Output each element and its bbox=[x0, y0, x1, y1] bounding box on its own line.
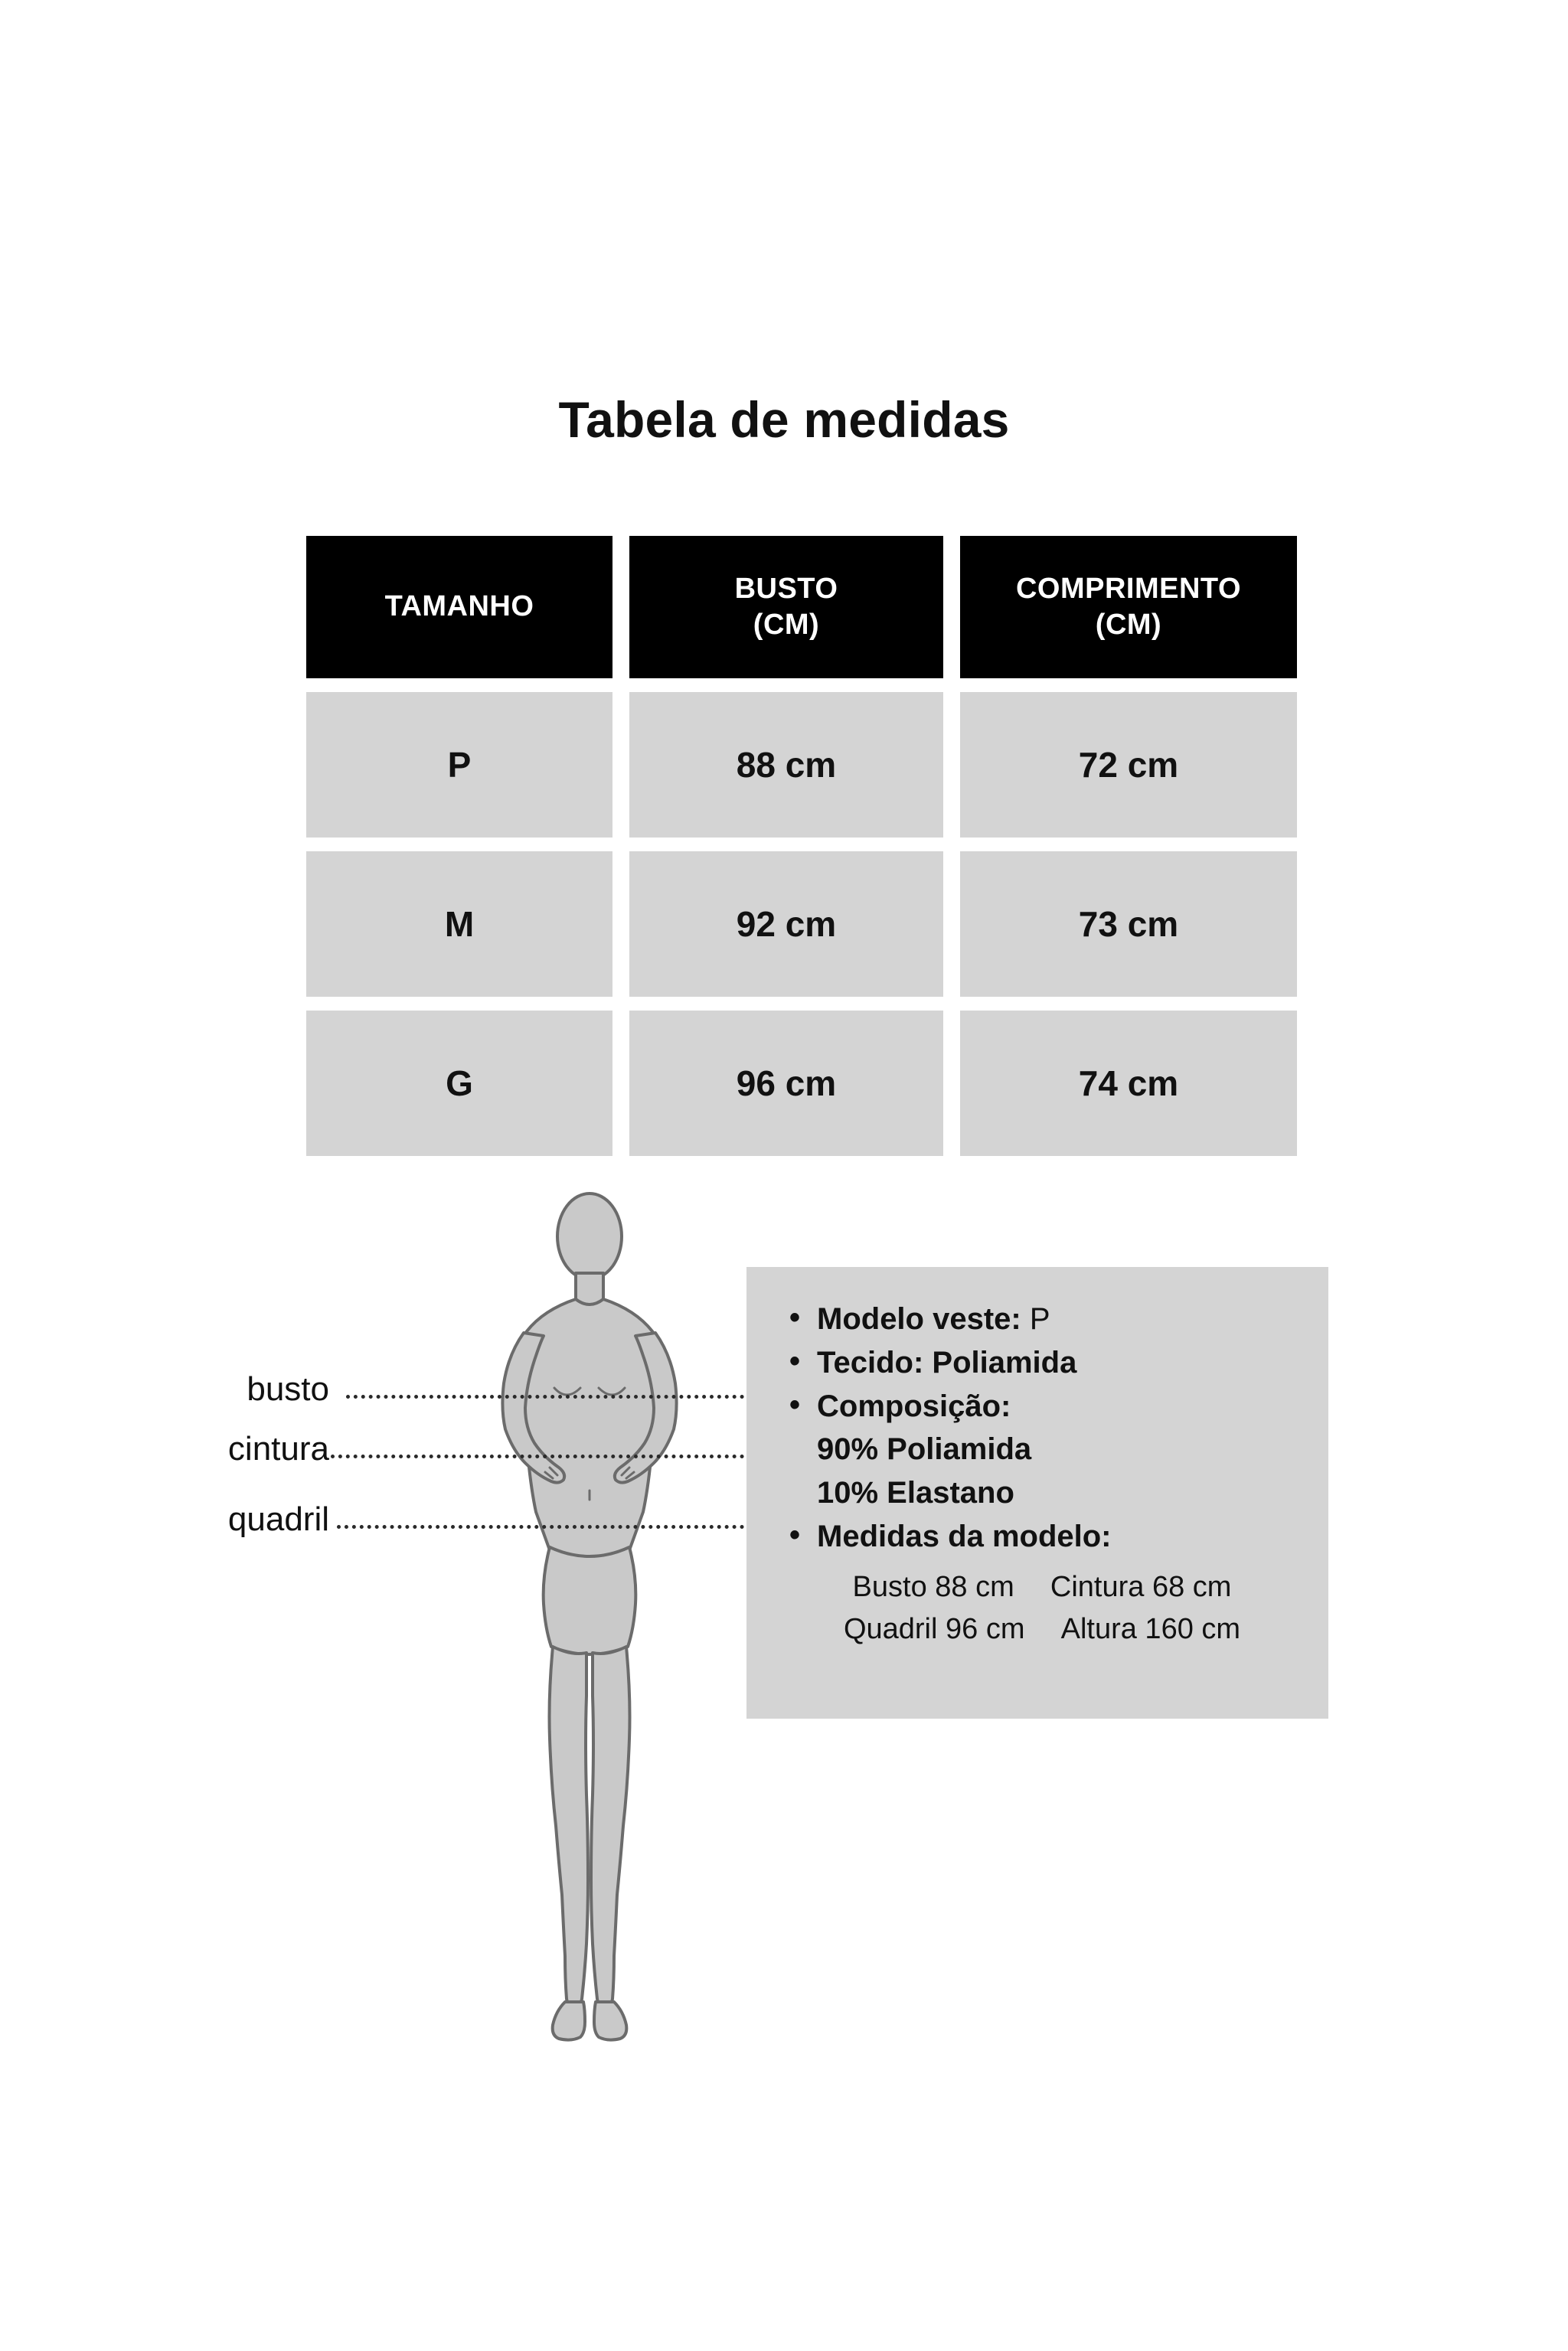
cell-size: P bbox=[306, 692, 612, 838]
column-header-bust bbox=[629, 536, 943, 678]
composition-label: Composição: bbox=[817, 1389, 1011, 1423]
info-item-model-measures bbox=[783, 1515, 1301, 1559]
model-measure-height: Altura 160 cm bbox=[1060, 1612, 1241, 1645]
column-header-size-line1: TAMANHO bbox=[384, 590, 534, 623]
info-item-composition bbox=[783, 1385, 1301, 1429]
female-silhouette-icon bbox=[429, 1190, 750, 2063]
label-cintura: cintura bbox=[227, 1430, 329, 1468]
model-measures-list bbox=[783, 1515, 1301, 1559]
table-row bbox=[306, 1011, 1297, 1156]
model-measure-waist: Cintura 68 cm bbox=[1050, 1570, 1232, 1603]
fabric-label: Tecido: bbox=[817, 1345, 924, 1380]
label-quadril: quadril bbox=[227, 1500, 329, 1538]
info-item-model-wears bbox=[783, 1298, 1301, 1341]
cell-size: M bbox=[306, 851, 612, 997]
waist-guide-line bbox=[331, 1455, 752, 1458]
column-header-bust-line1: BUSTO bbox=[734, 572, 838, 605]
table-header bbox=[306, 536, 1297, 678]
model-measures-values bbox=[783, 1566, 1301, 1651]
label-busto: busto bbox=[247, 1370, 329, 1408]
table-body bbox=[306, 692, 1297, 1156]
column-header-length-line2: (CM) bbox=[1095, 609, 1162, 641]
cell-length: 73 cm bbox=[960, 851, 1297, 997]
size-measurements-table bbox=[289, 522, 1314, 1170]
bust-guide-line bbox=[346, 1395, 752, 1399]
product-info-list bbox=[783, 1298, 1301, 1428]
body-figure-illustration bbox=[429, 1190, 750, 2063]
info-item-fabric bbox=[783, 1341, 1301, 1385]
table-row bbox=[306, 851, 1297, 997]
table-row bbox=[306, 692, 1297, 838]
product-info-box bbox=[746, 1267, 1328, 1719]
fabric-value: Poliamida bbox=[932, 1345, 1077, 1380]
model-wears-label: Modelo veste: bbox=[817, 1302, 1021, 1336]
cell-length: 74 cm bbox=[960, 1011, 1297, 1156]
hip-guide-line bbox=[337, 1525, 752, 1529]
model-measure-hip: Quadril 96 cm bbox=[843, 1612, 1025, 1645]
cell-length: 72 cm bbox=[960, 692, 1297, 838]
cell-size: G bbox=[306, 1011, 612, 1156]
column-header-length-line1: COMPRIMENTO bbox=[1015, 572, 1242, 605]
composition-line-1: 90% Poliamida bbox=[817, 1432, 1032, 1467]
cell-bust: 96 cm bbox=[629, 1011, 943, 1156]
model-measure-bust: Busto 88 cm bbox=[852, 1570, 1014, 1603]
column-header-bust-line2: (CM) bbox=[753, 609, 820, 641]
page-title: Tabela de medidas bbox=[558, 391, 1010, 448]
column-header-length bbox=[960, 536, 1297, 678]
composition-line-2: 10% Elastano bbox=[817, 1476, 1014, 1510]
table-header-row bbox=[306, 536, 1297, 678]
cell-bust: 92 cm bbox=[629, 851, 943, 997]
model-wears-value: P bbox=[1029, 1302, 1050, 1336]
column-header-size bbox=[306, 536, 612, 678]
cell-bust: 88 cm bbox=[629, 692, 943, 838]
model-measures-label: Medidas da modelo: bbox=[817, 1519, 1112, 1553]
